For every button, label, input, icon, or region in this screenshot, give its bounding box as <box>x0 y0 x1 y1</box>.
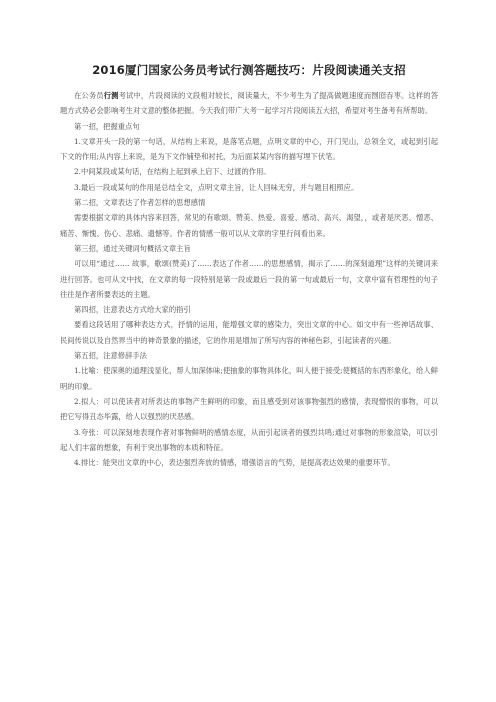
intro-text-rest: 考试中，片段阅读的文段相对较长，阅读量大，不少考生为了提高做题速度而囫囵吞枣。这样的答题方式势必会影响考生对文意的整体把握。今天我们带广大考一起学习片段阅读五大招，希望对考生备考有所帮助。 <box>60 91 439 116</box>
section-item: 2.中间某段或某句话，在结构上起到承上启下、过渡的作用。 <box>74 167 271 177</box>
section-item: 1.文章开头一段的第一句话，从结构上来说，是落笔点题，点明文章的中心，开门见山，总领全文，或起到引起下文的作用;从内容上来说，是为下文作铺垫和衬托，为后面某某内容的描写埋下伏笔。 <box>60 136 438 162</box>
section-item: 要看这段话用了哪种表达方式，抒情的运用，能增强文章的感染力，突出文章的中心。如文中有一些神话故事、民间传说以及自然界当中的神奇景象的描述，它的作用是增加了所写内容的神秘色彩，引起读者的兴趣。 <box>60 320 438 345</box>
document-page <box>60 62 438 470</box>
section-item: 2.拟人：可以使读者对所表达的事物产生鲜明的印象，而且感受到对该事物强烈的感情，表现憎恨的事物，可以把它写得丑态毕露，给人以强烈的厌恶感。 <box>60 396 438 422</box>
section-item: 3.夸张：可以深刻地表现作者对事物鲜明的感情态度，从而引起读者的强烈共鸣;通过对事物的形象渲染，可以引起人们丰富的想象，有利于突出事物的本质和特征。 <box>60 427 438 452</box>
section-item: 可以用“通过…… 故事，歌颂(赞美)了……表达了作者……的思想感情，揭示了……的深刻道理”这样的关键词来进行回答。也可从文中找，在文章的每一段特别是第一段或最后一段的第一句或最后一句，文章中富有哲理性的句子往往是作者所要表达的主题。 <box>60 259 438 299</box>
section-item: 需要根据文章的具体内容来回答，常见的有歌颂、赞美、热爱、喜爱、感动、高兴、渴望，，或者是厌恶、憎恶、痛苦、惭愧、伤心、悲痛、遗憾等。作者的情感一般可以从文章的字里行间看出来。 <box>60 213 438 238</box>
section-item: 3.最后一段或某句的作用是总结全文，点明文章主旨，让人回味无穷，并与题目相照应。 <box>74 182 359 192</box>
section-heading: 第二招，文章表达了作者怎样的思想感情 <box>74 198 206 208</box>
page-title: 2016厦门国家公务员考试行测答题技巧：片段阅读通关支招 <box>92 63 406 77</box>
intro-text-start: 在公务员 <box>74 91 104 100</box>
section-heading: 第四招，注意表达方式给大家的指引 <box>74 305 191 315</box>
intro-keyword: 行测 <box>103 91 119 100</box>
section-heading: 第一招，把握重点句 <box>74 121 140 131</box>
intro-paragraph <box>60 88 438 119</box>
section-item: 4.排比：能突出文章的中心，表达强烈奔放的情感，增强语言的气势，是提高表达效果的重要环节。 <box>74 458 395 468</box>
section-item: 1.比喻：使深奥的道理浅显化，帮人加深体味;使抽象的事物具体化，叫人便于接受;使概括的东西形象化，给人鲜明的印象。 <box>60 366 438 391</box>
section-heading: 第五招，注意修辞手法 <box>74 351 147 361</box>
section-heading: 第三招，通过关键词句概括文章主旨 <box>74 243 191 253</box>
